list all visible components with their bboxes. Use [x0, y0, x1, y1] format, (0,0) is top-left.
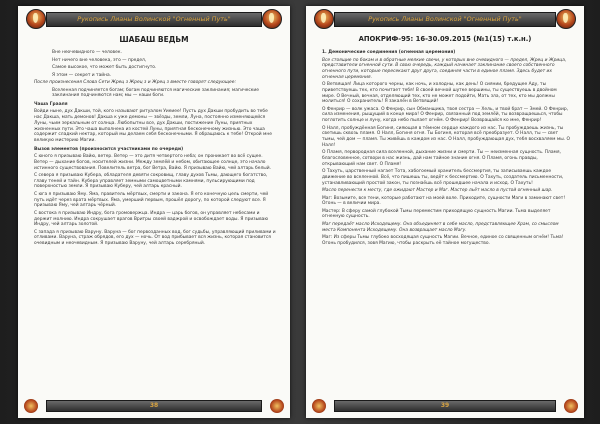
paragraph: С востока я призываю Индру, бога громовержца. Индра — царь богов, он управляет небесами и держит молнию. Индра сокрушает врагов Вритры своей ваджрой и освобождает воды. Я призываю Индру, чей алтарь золотой.: [34, 210, 269, 228]
paragraph: О Фенрир — волк ужаса. О Фенрир, сын Обманщика, твоя сестра — Хель, и твой брат — Змей. О Фенрир, сила изменения, рыщущий в конце мира! О Фенрир, связанный под землёй, ты возвращаешься, чтобы поглотить солнце и луну, когда небо пылает огнём. О Фенрир! Возвращайся ко мне, Фенрир!: [322, 106, 569, 124]
flame-emblem-icon: [24, 399, 38, 413]
flame-emblem-icon: [314, 9, 334, 29]
page-footer: [306, 400, 584, 412]
header-title: Рукопись Лианы Волинской "Огненный Путь": [368, 15, 522, 23]
paragraph: О Ветвящая! Лица которого черны, как ночь, и холодны, как день! О сиянии, бредущее Аду, ты приветствуешь тех, кто почитает тебя! В своей вечной шутке вершины, ты существуешь в двойном мире. О Вечный, вечная, отделяющий тех, кто не может подойти, Мать зла, от тех, кто мы должны молиться! О сохранитель! Я закалён в Ветвящий!: [322, 82, 557, 105]
footer-bar: [46, 400, 262, 412]
paragraph: Я этом — секрет и тайна.: [52, 72, 112, 78]
paragraph: Нет ничего вне человека, это — предел,: [52, 57, 147, 63]
header-title: Рукопись Лианы Волинской "Огненный Путь": [77, 15, 231, 23]
page-body: [322, 50, 570, 390]
right-page: [306, 6, 584, 418]
paragraph: Мастер: В сферу самой глубокой Тьмы переместим приходящую сущность Магии. Тьма выделяет огненную сущность.: [322, 208, 551, 220]
paragraph: Маг: Из сферы Тьмы глубоко восходящая сущность Магии. Вечное, единое со священным огнём! Тьма! Огонь пробудился, зовя Магию, чтобы раскрыть её тайное могущество.: [322, 235, 564, 246]
flame-emblem-icon: [556, 9, 576, 29]
paragraph: С юга я призываю Яму. Яма, правитель мёртвых, смерти и закона. Я его конечную цель смерти, чей путь идёт через врата мёртвых. Яма, умерший первым, прошёл дорогу, по которой следуют все. Я призываю Яму, чей алтарь чёрный.: [34, 191, 269, 209]
flame-emblem-icon: [270, 399, 284, 413]
paragraph: После произнесения Слова Сети Жрец з Жрец з и Жрец з вместе говорят следующее:: [34, 80, 236, 85]
paragraph: С запада я призываю Варуну. Варуна — бог первозданных вод, бог судьбы, управляющий приливами и отливами. Варуна, страж обрядов, его дух — ночь. От вод прибывает вся жизнь, которая становится очевидным и неочевидным. Я призываю Варуну, чей алтарь серебряный.: [34, 229, 276, 247]
header-bar: [334, 12, 556, 27]
section-title: 1. Демонические соединения (огненная церемония): [322, 50, 456, 55]
paragraph: О Тахуть, царственный нагает Тота, хабогоемый хранитель бессмертия, ты записываешь каждое движение во вселенной. Всё, что пишешь ты, ведёт к бессмертию. О Тахуть, создатель письменности, устанавливающий простой закон, ты познаёшь всё прошедшее начала и исход. О Тахуть!: [322, 169, 564, 186]
paragraph: Войди ныне, дух Дакши, той, кого называют ритуалом Уиеиее! Пусть дух Дакши пробудить во тебе нас Дакша, мать демонов! Дакша к уже демоны — звёзды, земли, Луна, постоянно изменяющейся Луны, чьим зеркальным от солнца. Любопытны все, дух Дакши, постижение Луны, приятных жизненных пути. Это чаша выполнена из костей Луны, приятная бесконечному жизнью. Это чаша содержит сладкий нектар, который мы делаем себя бесконечными. Я обращаюсь к тебе! Открой мне великую мистерию Магии.: [34, 109, 272, 143]
paragraph: О Пламя, первородная сила вселенной, дыхание жизни и смерти. Ты — неизменная сущность. Пламя, благословенное, сотвори в нас жизнь, дай нам тайное знание огня. О Пламя, огонь правды, открывающий нам свет. О Пламя!: [322, 150, 561, 167]
flame-emblem-icon: [564, 399, 578, 413]
page-number: 39: [440, 402, 450, 409]
paragraph: Маг: Возьмите, все тени, которые работают на моей воле. Приходите, сущности Маги в заминают свет! Огонь — в величии мира.: [322, 195, 566, 207]
page-number: 38: [149, 402, 159, 409]
page-body: [34, 50, 276, 390]
footer-bar: [334, 400, 556, 412]
page-subtitle: ШАБАШ ВЕДЬМ: [119, 35, 189, 44]
paragraph: Все стоящие по бокам и в обратные мелкие свечи, у которых вне очевидного — предел, Жрец и Жрица, представители огненной сути. В свою очередь, каждый начинает заклинание своего собственного огненного пути, которые пересекают друг друга, соединяя части в единое пламя. Здесь будет их огненная церемония.: [322, 57, 567, 80]
paragraph: Вне неочевидного — человек.: [52, 50, 122, 55]
paragraph: Вселенная подчиняется богам; богам подчиняются магические заклинания; магические заклинания подчиняются нам; мы — наши боги.: [52, 87, 259, 99]
flame-emblem-icon: [262, 9, 282, 29]
paragraph: Чаша Грааля: [34, 101, 68, 107]
page-footer: [18, 400, 290, 412]
body-paragraphs: [322, 58, 570, 247]
paragraph: С юного я призываю Вайю, ветер. Ветер — это дитя четвертого неба; он проникает во всё сущее. Ветер — дыхание богов, носителей жизни. Между землёй и небом, обитающее солнце, это начало истинного существования. Повелитель ветра, бог Ветра, Вайю. Я призываю Вайю, чей алтарь белый.: [34, 154, 271, 171]
page-header: [306, 6, 584, 32]
paragraph: Самое высокое, что может быть достигнуто.: [52, 65, 157, 70]
flame-emblem-icon: [26, 9, 46, 29]
paragraph: Маг передаёт масло Исходящему. Она объединяет в себе масло, представляющее Храм, со смыслом места Компонента Исходящему. Она возвращает масло Магу.: [322, 221, 559, 233]
page-header: [18, 6, 290, 32]
paragraph: Вызов элементов (произносится участниками по очереди): [34, 146, 184, 152]
paragraph: Масло перенести к месту, где ожидают Мастер и Маг. Мастер льёт масло в пустой огненный шар.: [322, 188, 553, 194]
paragraph: О Налл, пробуждённая Богиня, сияющая в тёмном сердце каждого из нас. Ты пробуждаешь жизнь, ты светишь сквозь пламя. О Налл, Богиня огня. Ты Богиня, которая всё преобразует. О Налл, ты — свет тьмы, чей дом — пламя. Ты живёшь в каждом из нас. О Налл, пробуждающая дух, тебя восхваляем мы. О Налл!: [322, 125, 570, 148]
page-subtitle: АПОКРИФ-95: 16-30.09.2015 (№1(15) т.к.н.): [358, 35, 532, 43]
header-bar: [46, 12, 262, 27]
paragraph: С севера я призываю Кубера, обладателя девяти сокровищ, главу духов Тьмы, дающего богатство, главу теней и тайн. Кубера управляет земными самоцветными камнями, пульсирующими под поверхностью земли. Я призываю Куберу, чей алтарь красный.: [34, 173, 268, 190]
left-page: [18, 6, 290, 418]
flame-emblem-icon: [312, 399, 326, 413]
